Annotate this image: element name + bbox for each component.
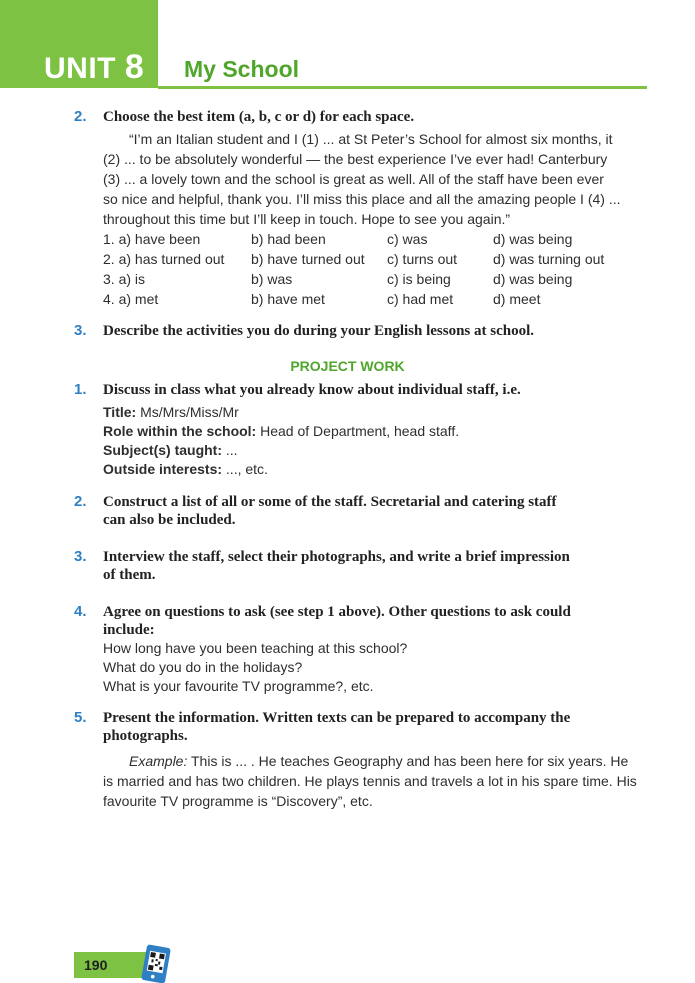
passage-line: (3) ... a lovely town and the school is great as well. All of the staff have been ever	[103, 171, 604, 187]
project-step-1-instruction: Discuss in class what you already know about individual staff, i.e.	[103, 382, 521, 398]
option: b) had been	[251, 231, 326, 247]
project-step-3-number: 3.	[74, 548, 87, 565]
exercise-2-instruction: Choose the best item (a, b, c or d) for each space.	[103, 109, 415, 125]
passage-line: throughout this time but I’ll keep in touch. Hope to see you again.”	[103, 211, 511, 227]
option: c) turns out	[387, 251, 458, 267]
question-line: What do you do in the holidays?	[103, 659, 303, 675]
unit-label: UNIT 8	[44, 48, 145, 86]
passage-line: (2) ... to be absolutely wonderful — the best experience I’ve ever had! Canterbury	[103, 151, 608, 167]
project-step-4-instruction: Agree on questions to ask (see step 1 above). Other questions to ask could include:	[103, 604, 571, 638]
option: d) was being	[493, 231, 573, 247]
example-paragraph	[103, 751, 649, 811]
project-step-2-instruction: Construct a list of all or some of the staff. Secretarial and catering staff can also be included.	[103, 494, 557, 528]
header-divider	[158, 86, 647, 89]
option: d) was being	[493, 271, 573, 287]
option: d) meet	[493, 291, 541, 307]
staff-field-role: Role within the school: Head of Department, head staff.	[103, 423, 460, 439]
example-line: is married and has two children. He plays tennis and travels a lot in his spare time. His	[103, 773, 637, 789]
project-step-4-number: 4.	[74, 603, 87, 620]
passage-line: so nice and helpful, thank you. I’ll miss this place and all the amazing people I (4) ...	[103, 191, 621, 207]
project-step-5-number: 5.	[74, 709, 87, 726]
option: b) have met	[251, 291, 325, 307]
option: 3. a) is	[103, 271, 146, 287]
exercise-3-number: 3.	[74, 322, 87, 339]
option-row-4	[103, 289, 643, 309]
option-row-2	[103, 249, 643, 269]
project-work-heading: PROJECT WORK	[290, 358, 405, 374]
option: b) have turned out	[251, 251, 365, 267]
exercise-2-number: 2.	[74, 108, 87, 125]
page-number: 190	[84, 957, 108, 973]
question-line: How long have you been teaching at this school?	[103, 640, 408, 656]
exercise-3-instruction: Describe the activities you do during your English lessons at school.	[103, 323, 535, 339]
staff-field-title: Title: Ms/Mrs/Miss/Mr	[103, 404, 239, 420]
option: c) was	[387, 231, 428, 247]
option: c) is being	[387, 271, 451, 287]
option-row-1	[103, 229, 643, 249]
exercise-2-passage	[103, 129, 649, 229]
option: 4. a) met	[103, 291, 159, 307]
option: b) was	[251, 271, 293, 287]
option-row-3	[103, 269, 643, 289]
unit-number: 8	[124, 48, 145, 86]
passage-line: “I’m an Italian student and I (1) ... at St Peter’s School for almost six months, it	[129, 131, 613, 147]
staff-field-interests: Outside interests: ..., etc.	[103, 461, 268, 477]
project-step-3-instruction: Interview the staff, select their photographs, and write a brief impression of them.	[103, 549, 570, 583]
example-label: Example:	[129, 753, 188, 769]
project-step-5-instruction: Present the information. Written texts can be prepared to accompany the photographs.	[103, 710, 571, 744]
project-step-2-number: 2.	[74, 493, 87, 510]
option: d) was turning out	[493, 251, 605, 267]
question-line: What is your favourite TV programme?, etc.	[103, 678, 374, 694]
qr-code-phone-icon	[141, 944, 171, 983]
example-line: Example: This is ... . He teaches Geography and has been here for six years. He	[129, 753, 629, 769]
option: 2. a) has turned out	[103, 251, 225, 267]
option: 1. a) have been	[103, 231, 201, 247]
staff-field-subjects: Subject(s) taught: ...	[103, 442, 238, 458]
option: c) had met	[387, 291, 454, 307]
project-step-1-number: 1.	[74, 381, 87, 398]
example-line: favourite TV programme is “Discovery”, etc.	[103, 793, 373, 809]
unit-title: My School	[184, 56, 300, 82]
